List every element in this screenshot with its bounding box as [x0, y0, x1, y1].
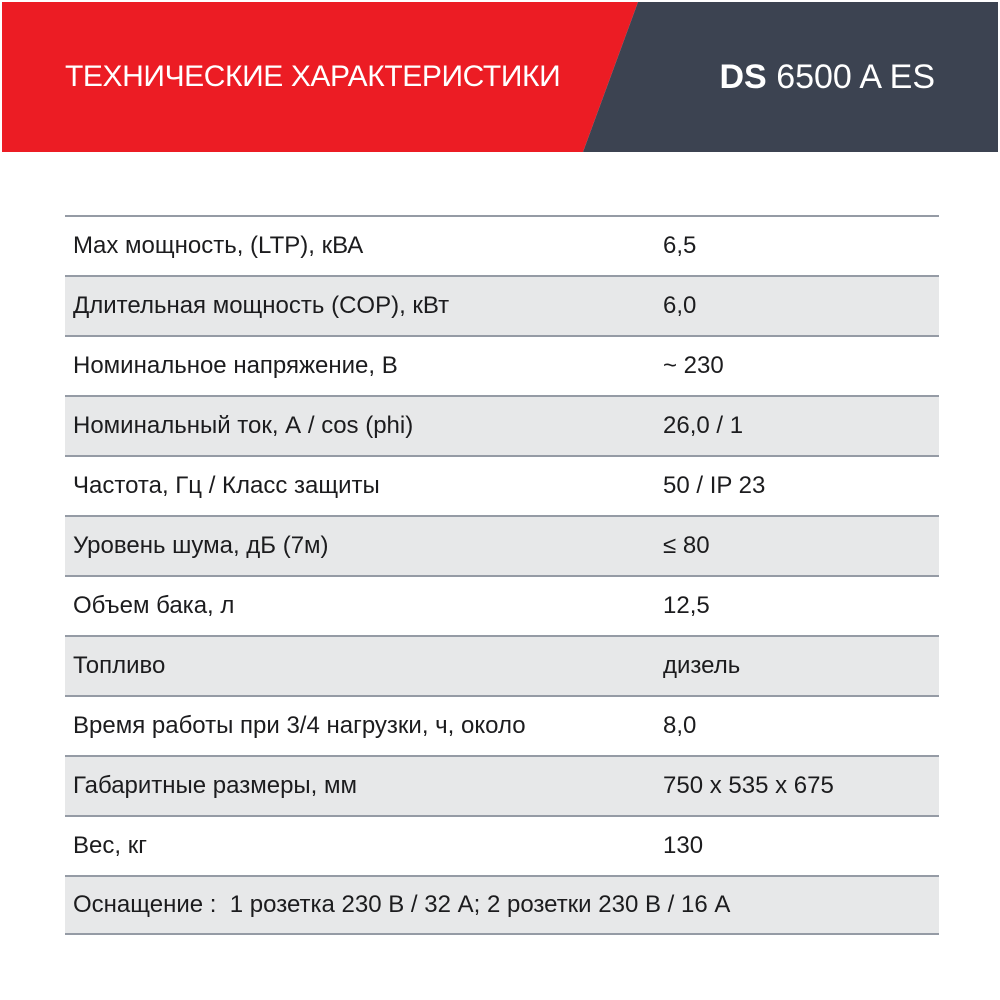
table-row	[65, 335, 939, 395]
product-model	[719, 2, 935, 152]
spec-label: Время работы при 3/4 нагрузки, ч, около	[73, 712, 526, 739]
header-banner	[2, 2, 998, 152]
spec-label: Длительная мощность (COP), кВт	[73, 292, 450, 319]
page-title: ТЕХНИЧЕСКИЕ ХАРАКТЕРИСТИКИ	[65, 60, 561, 93]
spec-label: Объем бака, л	[73, 592, 235, 619]
spec-label: Номинальное напряжение, В	[73, 352, 398, 379]
table-row	[65, 215, 939, 275]
table-row	[65, 695, 939, 755]
spec-label: Max мощность, (LTP), кВА	[73, 232, 364, 259]
table-row	[65, 395, 939, 455]
table-row	[65, 815, 939, 875]
spec-label: Частота, Гц / Класс защиты	[73, 472, 380, 499]
spec-label: Номинальный ток, А / cos (phi)	[73, 412, 414, 439]
spec-value: 130	[663, 832, 704, 859]
table-row-equipment	[65, 875, 939, 935]
product-model-number: 6500 A ES	[776, 57, 935, 96]
spec-label: Оснащение : 1 розетка 230 В / 32 А; 2 розетки 230 В / 16 А	[73, 891, 731, 918]
spec-value: 6,0	[663, 292, 697, 319]
table-row	[65, 455, 939, 515]
spec-value: 8,0	[663, 712, 697, 739]
spec-value: ≤ 80	[663, 532, 710, 559]
spec-table	[65, 215, 939, 935]
spec-label: Уровень шума, дБ (7м)	[73, 532, 329, 559]
spec-value: 12,5	[663, 592, 710, 619]
table-row	[65, 755, 939, 815]
spec-label: Топливо	[73, 652, 166, 679]
spec-label: Габаритные размеры, мм	[73, 772, 358, 799]
spec-value: ~ 230	[663, 352, 724, 379]
spec-value: 26,0 / 1	[663, 412, 744, 439]
spec-value: 750 x 535 x 675	[663, 772, 834, 799]
table-row	[65, 515, 939, 575]
product-model-brand: DS	[719, 57, 767, 96]
spec-label: Вес, кг	[73, 832, 147, 859]
table-row	[65, 575, 939, 635]
spec-value: дизель	[663, 652, 741, 679]
spec-value: 50 / IP 23	[663, 472, 766, 499]
table-row	[65, 275, 939, 335]
table-row	[65, 635, 939, 695]
spec-value: 6,5	[663, 232, 697, 259]
